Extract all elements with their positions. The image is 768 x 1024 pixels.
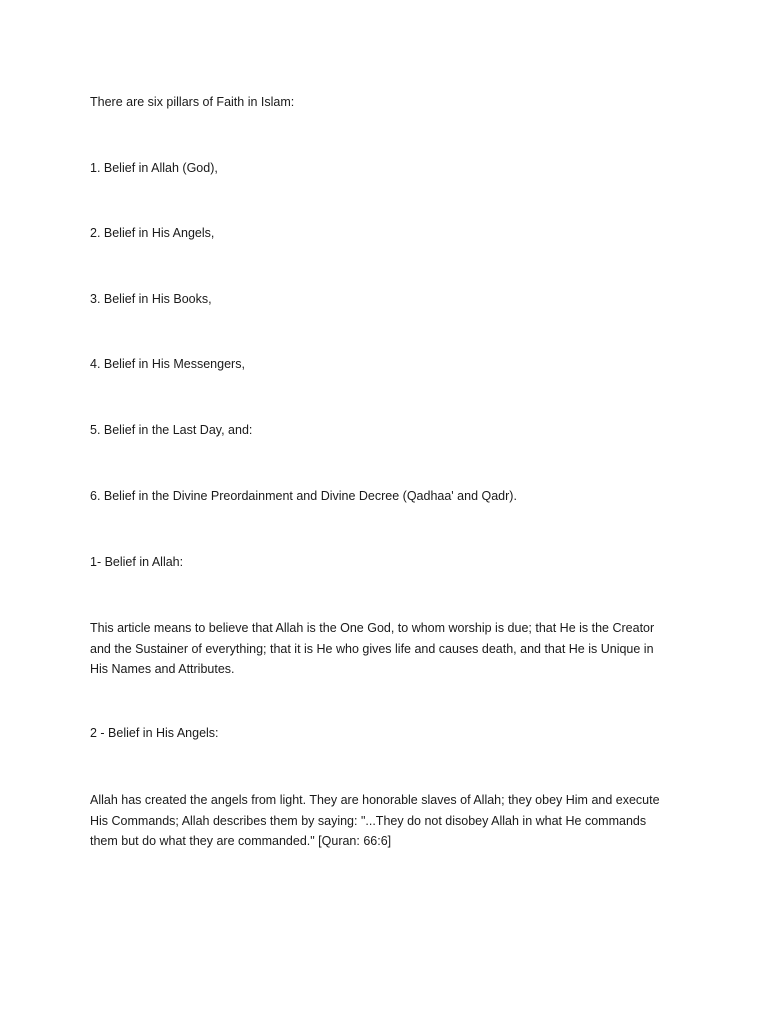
pillar-item-5: 5. Belief in the Last Day, and:	[90, 423, 253, 437]
paragraph-line: This article means to believe that Allah is the One God, to whom worship is due; that He is the Creator	[90, 621, 655, 635]
section-paragraph-angels	[90, 790, 690, 852]
pillar-item-4: 4. Belief in His Messengers,	[90, 357, 245, 371]
paragraph-line: them but do what they are commanded." [Quran: 66:6]	[90, 834, 392, 848]
pillar-item-6: 6. Belief in the Divine Preordainment and Divine Decree (Qadhaa' and Qadr).	[90, 489, 517, 503]
section-paragraph-allah	[90, 618, 690, 680]
section-heading-angels: 2 - Belief in His Angels:	[90, 726, 219, 740]
section-heading-allah: 1- Belief in Allah:	[90, 555, 184, 569]
pillar-item-2: 2. Belief in His Angels,	[90, 226, 215, 240]
pillar-item-1: 1. Belief in Allah (God),	[90, 161, 218, 175]
intro-text: There are six pillars of Faith in Islam:	[90, 95, 295, 109]
pillar-item-3: 3. Belief in His Books,	[90, 292, 212, 306]
paragraph-line: and the Sustainer of everything; that it is He who gives life and causes death, and that He is Unique in	[90, 641, 654, 656]
paragraph-line: Allah has created the angels from light. They are honorable slaves of Allah; they obey Him and execute	[90, 793, 660, 807]
paragraph-line: His Names and Attributes.	[90, 662, 235, 676]
paragraph-line: His Commands; Allah describes them by saying: "...They do not disobey Allah in what He commands	[90, 813, 647, 828]
